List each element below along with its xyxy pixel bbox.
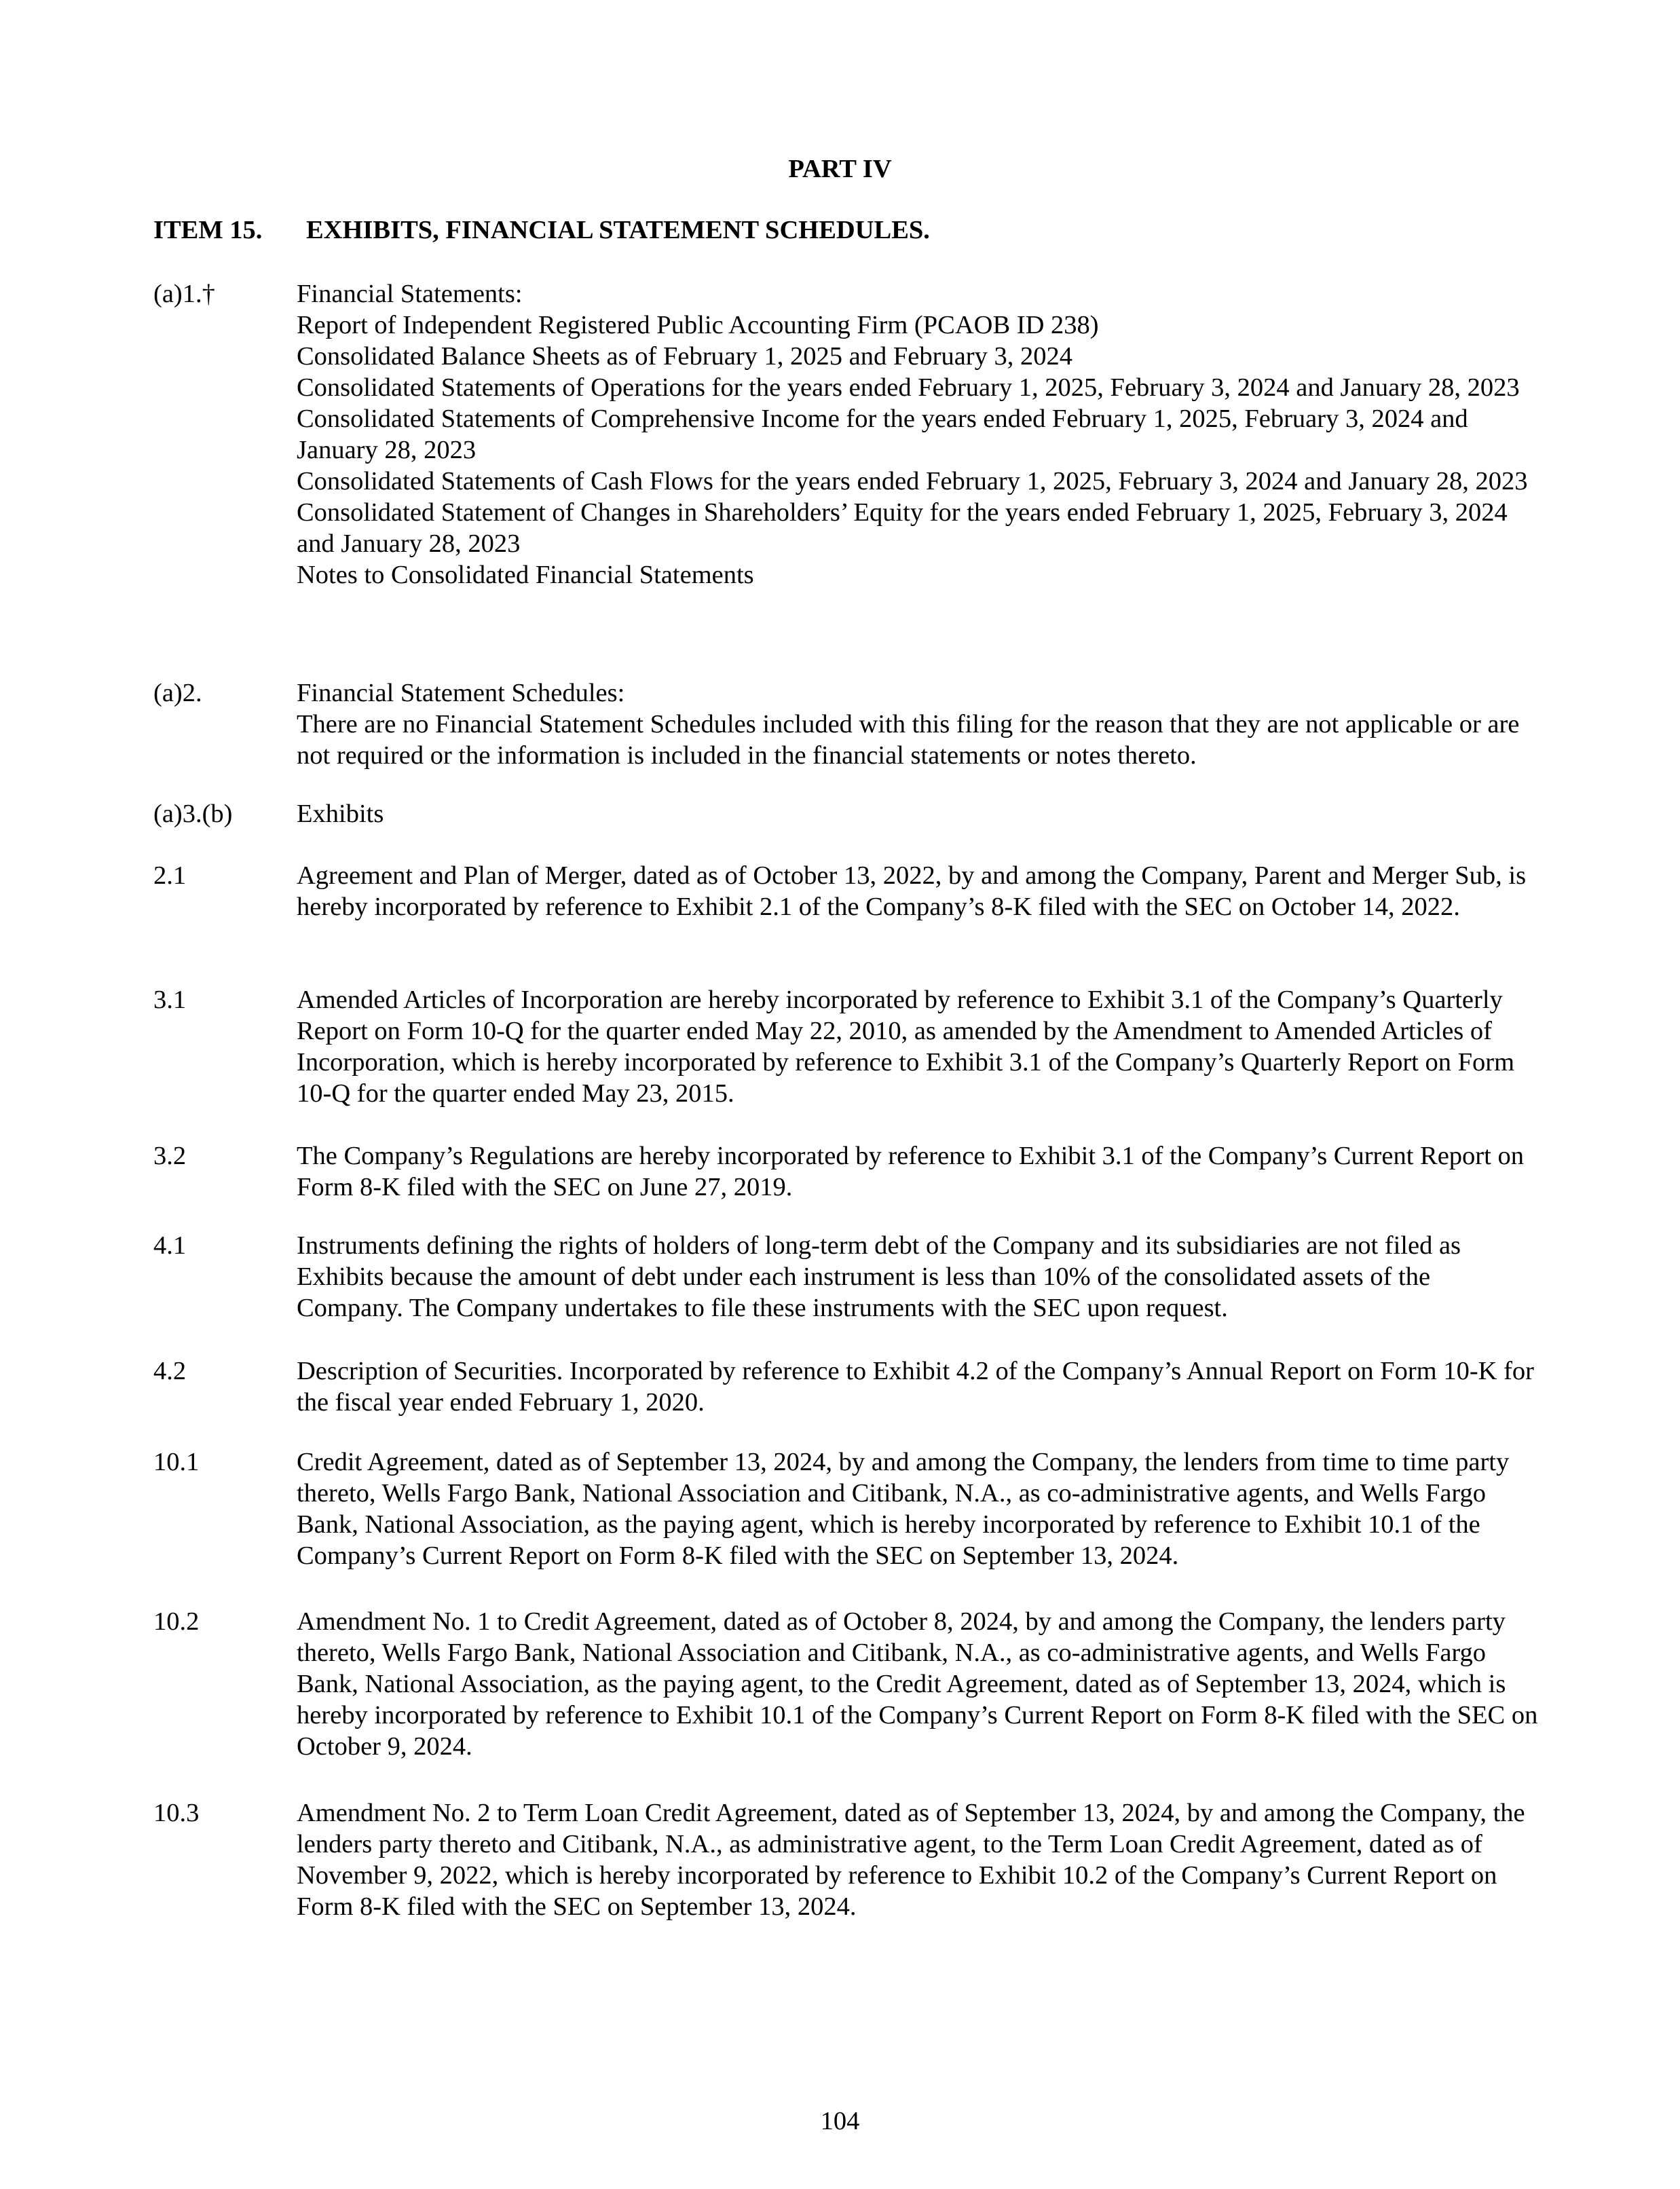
exhibit-number: 10.1 [153,1448,200,1476]
list-item: Consolidated Balance Sheets as of February 1, 2025 and February 3, 2024 [297,342,1072,371]
exhibit-description: Amendment No. 1 to Credit Agreement, dated as of October 8, 2024, by and among the Company, the lenders party thereto, Wells Fargo Bank, National Association and Citibank, N.A., as co-administrative agents, and Wells Fargo Bank, National Association, as the paying agent, to the Credit Agreement, dated as of September 13, 2024, which is hereby incorporated by reference to Exhibit 10.1 of the Company’s Current Report on Form 8-K filed with the SEC on October 9, 2024. [297,1607,1538,1761]
part-title: PART IV [788,155,892,183]
item-heading [153,214,930,246]
financial-statements-section [153,278,1531,591]
exhibit-description: Agreement and Plan of Merger, dated as of October 13, 2022, by and among the Company, Parent and Merger Sub, is hereby incorporated by reference to Exhibit 2.1 of the Company’s 8-K filed with the SEC on October 14, 2022. [297,861,1527,921]
schedules-text [297,677,1539,771]
exhibit-number: 10.3 [153,1799,200,1827]
list-item: Consolidated Statement of Changes in Shareholders’ Equity for the years ended February 1, 2025, February 3, 2024 and January 28, 2023 [297,498,1508,558]
list-item: Notes to Consolidated Financial Statements [297,561,754,589]
exhibit-number: 3.1 [153,986,187,1014]
exhibit-number: 3.2 [153,1142,187,1170]
exhibit-number: 10.2 [153,1607,200,1636]
schedules-heading: Financial Statement Schedules: [297,679,625,707]
exhibit-description: Credit Agreement, dated as of September 13, 2024, by and among the Company, the lenders from time to time party thereto, Wells Fargo Bank, National Association and Citibank, N.A., as co-administrative agents, and Wells Fargo Bank, National Association, as the paying agent, which is hereby incorporated by reference to Exhibit 10.1 of the Company’s Current Report on Form 8-K filed with the SEC on September 13, 2024. [297,1448,1510,1570]
list-item: Consolidated Statements of Operations for the years ended February 1, 2025, February 3, 2024 and January 28, 2023 [297,373,1520,402]
list-item: Report of Independent Registered Public Accounting Firm (PCAOB ID 238) [297,311,1099,339]
page-number: 104 [820,2107,860,2135]
section-label: (a)3.(b) [153,800,233,828]
schedules-note: There are no Financial Statement Schedules included with this filing for the reason that they are not applicable or are not required or the information is included in the financial statements or notes thereto. [297,710,1520,770]
schedules-section [153,677,1531,771]
exhibit-number: 2.1 [153,861,187,890]
list-item: Consolidated Statements of Comprehensive Income for the years ended February 1, 2025, February 3, 2024 and January 28, 2023 [297,405,1468,464]
section-label: (a)2. [153,679,202,707]
exhibit-entry [153,984,1531,1109]
exhibit-entry [153,1446,1531,1571]
exhibit-description: Amendment No. 2 to Term Loan Credit Agreement, dated as of September 13, 2024, by and among the Company, the lenders party thereto and Citibank, N.A., as administrative agent, to the Term Loan Credit Agreement, dated as of November 9, 2022, which is hereby incorporated by reference to Exhibit 10.2 of the Company’s Current Report on Form 8-K filed with the SEC on September 13, 2024. [297,1799,1525,1921]
exhibit-entry [153,1606,1538,1762]
exhibits-heading: Exhibits [297,800,384,828]
item-title: EXHIBITS, FINANCIAL STATEMENT SCHEDULES. [306,216,930,244]
financial-statements-list [297,278,1539,591]
list-item: Consolidated Statements of Cash Flows for the years ended February 1, 2025, February 3, 2024 and January 28, 2023 [297,467,1528,495]
section-label: (a)1.† [153,280,215,308]
exhibit-description: Instruments defining the rights of holders of long-term debt of the Company and its subsidiaries are not filed as Exhibits because the amount of debt under each instrument is less than 10% of the consolidated assets of the Company. The Company undertakes to file these instruments with the SEC upon request. [297,1231,1461,1322]
item-number: ITEM 15. [153,216,263,244]
exhibit-number: 4.2 [153,1357,187,1385]
exhibit-entry [153,1355,1534,1418]
exhibits-heading-section [153,798,1531,829]
list-item: Financial Statements: [297,280,523,308]
exhibit-description: The Company’s Regulations are hereby incorporated by reference to Exhibit 3.1 of the Company’s Current Report on Form 8-K filed with the SEC on June 27, 2019. [297,1142,1524,1201]
exhibit-description: Description of Securities. Incorporated by reference to Exhibit 4.2 of the Company’s Annual Report on Form 10-K for the fiscal year ended February 1, 2020. [297,1357,1534,1417]
exhibit-entry [153,1230,1531,1324]
exhibit-entry [153,1797,1531,1922]
exhibit-number: 4.1 [153,1231,187,1260]
exhibit-entry [153,860,1531,922]
exhibit-entry [153,1140,1531,1203]
exhibit-description: Amended Articles of Incorporation are hereby incorporated by reference to Exhibit 3.1 of the Company’s Quarterly Report on Form 10-Q for the quarter ended May 22, 2010, as amended by the Amendment to Amended Articles of Incorporation, which is hereby incorporated by reference to Exhibit 3.1 of the Company’s Quarterly Report on Form 10-Q for the quarter ended May 23, 2015. [297,986,1515,1108]
